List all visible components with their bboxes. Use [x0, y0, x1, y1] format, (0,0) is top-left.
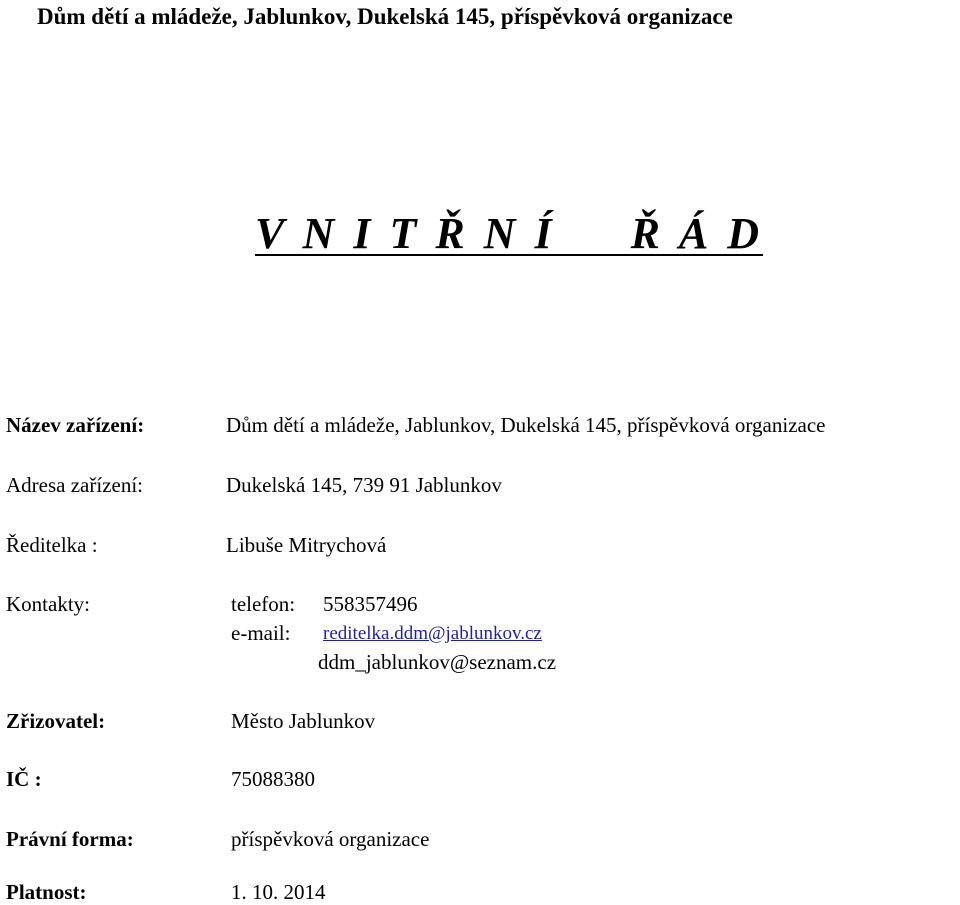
founder-value: Město Jablunkov — [231, 709, 376, 733]
email-link-reditelka[interactable]: reditelka.ddm@jablunkov.cz — [323, 623, 542, 644]
director-label: Ředitelka : — [6, 533, 98, 557]
legal-form-label: Právní forma: — [6, 827, 134, 851]
facility-name-label: Název zařízení: — [6, 413, 145, 437]
facility-address-label: Adresa zařízení: — [6, 473, 144, 497]
phone-label: telefon: — [231, 592, 296, 616]
phone-value: 558357496 — [323, 592, 418, 616]
company-id-value: 75088380 — [231, 767, 315, 791]
founder-label: Zřizovatel: — [6, 709, 106, 733]
legal-form-value: příspěvková organizace — [231, 827, 430, 851]
company-id-label: IČ : — [6, 767, 42, 791]
document-header: Dům dětí a mládeže, Jablunkov, Dukelská 145, příspěvková organizace — [37, 4, 733, 29]
email-value-seznam: ddm_jablunkov@seznam.cz — [318, 650, 557, 674]
email-label: e-mail: — [231, 621, 291, 645]
director-value: Libuše Mitrychová — [226, 533, 387, 557]
facility-address-value: Dukelská 145, 739 91 Jablunkov — [226, 473, 502, 497]
facility-name-value: Dům dětí a mládeže, Jablunkov, Dukelská 145, příspěvková organizace — [226, 413, 826, 437]
contacts-label: Kontakty: — [6, 592, 90, 616]
validity-label: Platnost: — [6, 880, 87, 904]
document-title: V N I T Ř N Í Ř Á D — [255, 209, 764, 258]
validity-value: 1. 10. 2014 — [231, 880, 326, 904]
